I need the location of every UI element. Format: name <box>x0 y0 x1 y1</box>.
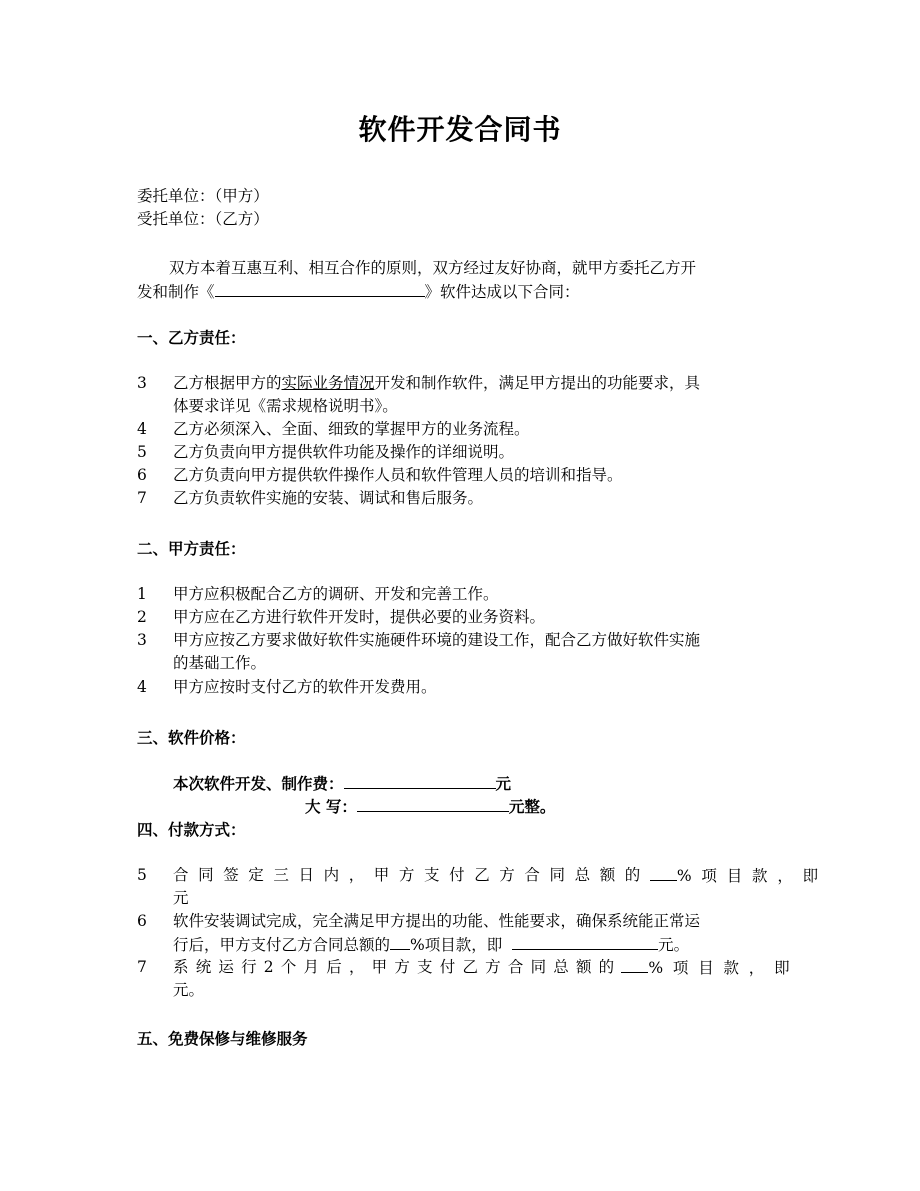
fee-label: 本次软件开发、制作费： <box>173 774 344 793</box>
amount-blank <box>512 933 658 950</box>
item-text: %项目款，即 <box>410 936 503 954</box>
item-text: %项目款，即 <box>676 867 828 885</box>
item-text: 合同签定三日内，甲方支付乙方合同总额的 <box>173 866 650 884</box>
list-item-number: 3 <box>137 631 147 649</box>
list-item-number: 5 <box>137 443 147 461</box>
section2-heading: 二、甲方责任： <box>137 539 246 558</box>
list-item-number: 2 <box>137 608 147 626</box>
caps-unit: 元整。 <box>508 797 556 816</box>
list-item-continuation: 元 <box>173 889 189 907</box>
caps-line <box>305 795 555 818</box>
list-item: 甲方应按时支付乙方的软件开发费用。 <box>173 678 437 696</box>
list-item-number: 4 <box>137 420 147 438</box>
list-item: 乙方负责向甲方提供软件功能及操作的详细说明。 <box>173 443 515 461</box>
item-text: 乙方根据甲方的 <box>173 374 282 392</box>
software-name-blank <box>215 280 425 297</box>
list-item-number: 1 <box>137 585 147 603</box>
list-item-number: 7 <box>137 489 147 507</box>
page-title: 软件开发合同书 <box>358 113 562 146</box>
list-item <box>173 864 828 888</box>
contractor-party: 受托单位：（乙方） <box>137 210 269 228</box>
item-text: 行后，甲方支付乙方合同总额的 <box>173 936 391 954</box>
list-item-continuation <box>173 933 689 957</box>
item-text: 系统运行2个月后，甲方支付乙方合同总额的 <box>173 958 622 976</box>
underlined-text: 实际业务情况 <box>281 374 375 392</box>
list-item-continuation: 元。 <box>173 981 205 999</box>
list-item-number: 6 <box>137 466 147 484</box>
list-item-number: 5 <box>137 866 147 884</box>
list-item: 乙方负责软件实施的安装、调试和售后服务。 <box>173 489 484 507</box>
list-item: 甲方应按乙方要求做好软件实施硬件环境的建设工作，配合乙方做好软件实施 <box>173 631 701 649</box>
fee-line <box>173 772 511 795</box>
client-party: 委托单位：（甲方） <box>137 187 269 205</box>
section1-heading: 一、乙方责任： <box>137 328 246 347</box>
section4-heading: 四、付款方式： <box>137 820 246 839</box>
list-item: 乙方负责向甲方提供软件操作人员和软件管理人员的培训和指导。 <box>173 466 623 484</box>
list-item: 甲方应积极配合乙方的调研、开发和完善工作。 <box>173 585 499 603</box>
list-item-continuation: 体要求详见《需求规格说明书》。 <box>173 397 398 415</box>
percent-blank <box>390 933 410 950</box>
section3-heading: 三、软件价格： <box>137 728 246 747</box>
item-text: 元。 <box>658 936 690 954</box>
list-item-number: 3 <box>137 374 147 392</box>
caps-label: 大 写： <box>305 797 357 816</box>
list-item-number: 6 <box>137 912 147 930</box>
list-item: 软件安装调试完成，完全满足甲方提出的功能、性能要求，确保系统能正常运 <box>173 912 701 930</box>
percent-blank <box>621 956 648 973</box>
fee-unit: 元 <box>495 774 512 793</box>
percent-blank <box>650 864 677 881</box>
intro-line-1: 双方本着互惠互利、相互合作的原则，双方经过友好协商，就甲方委托乙方开 <box>169 259 697 277</box>
intro-text-a: 发和制作《 <box>137 283 215 301</box>
list-item <box>173 956 800 980</box>
section5-heading: 五、免费保修与维修服务 <box>137 1029 308 1048</box>
list-item: 乙方必须深入、全面、细致的掌握甲方的业务流程。 <box>173 420 530 438</box>
caps-amount-blank <box>357 795 509 812</box>
intro-text-b: 》软件达成以下合同： <box>424 283 580 301</box>
fee-amount-blank <box>344 772 496 789</box>
item-text: 开发和制作软件，满足甲方提出的功能要求，具 <box>374 374 701 392</box>
intro-line-2 <box>137 280 580 304</box>
list-item-number: 7 <box>137 958 147 976</box>
list-item <box>173 372 700 395</box>
list-item-number: 4 <box>137 678 147 696</box>
item-text: %项目款，即 <box>648 959 800 977</box>
list-item-continuation: 的基础工作。 <box>173 654 267 672</box>
list-item: 甲方应在乙方进行软件开发时，提供必要的业务资料。 <box>173 608 546 626</box>
